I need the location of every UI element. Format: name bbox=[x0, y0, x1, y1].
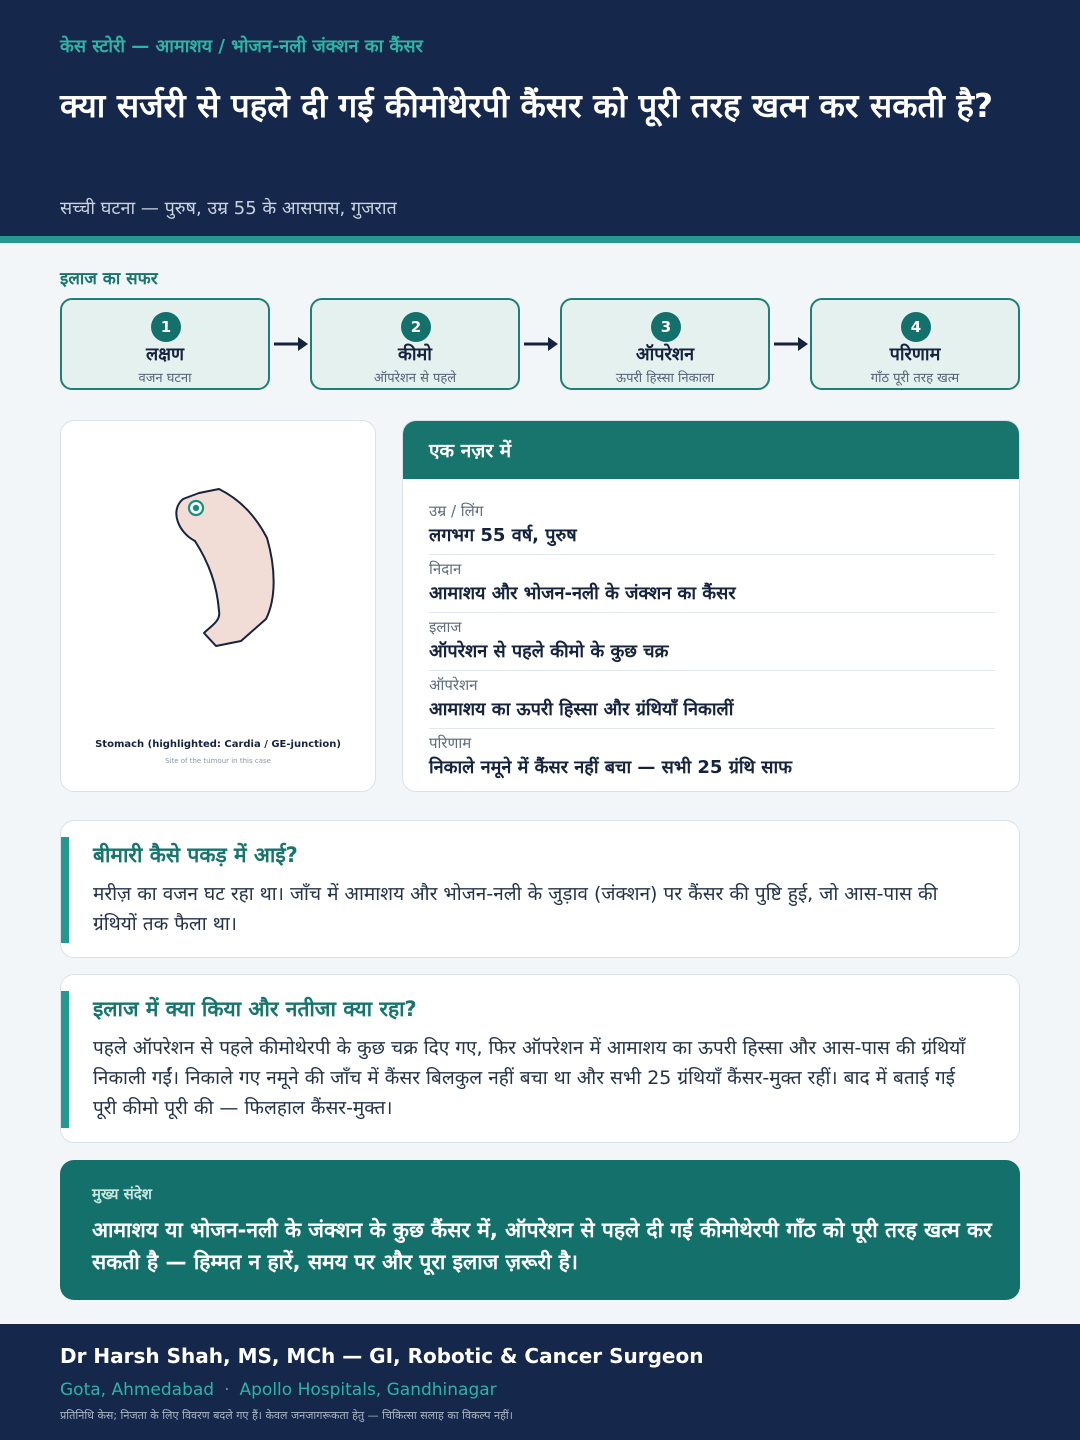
journey-steps bbox=[60, 298, 1020, 390]
page-subtitle: सच्ची घटना — पुरुष, उम्र 55 के आसपास, गुजरात bbox=[60, 198, 397, 219]
story-title: बीमारी कैसे पकड़ में आई? bbox=[93, 843, 298, 867]
step-result bbox=[810, 298, 1020, 390]
step-subtitle: गाँठ पूरी तरह खत्म bbox=[870, 371, 960, 386]
story-text: पहले ऑपरेशन से पहले कीमोथेरपी के कुछ चक्र दिए गए, फिर ऑपरेशन में आमाशय का ऊपरी हिस्सा और आस-पास की ग्रंथियाँ निकाली गईं। निकाले गए नमूने की जाँच में कैंसर बिलकुल नहीं बचा था और सभी 25 ग्रंथियाँ कैंसर-मुक्त रहीं। बाद में बताई गई पूरी कीमो पूरी की — फिलहाल कैंसर-मुक्त। bbox=[93, 1037, 966, 1119]
step-subtitle: ऑपरेशन से पहले bbox=[373, 371, 457, 386]
location-apollo: Apollo Hospitals, Gandhinagar bbox=[239, 1380, 497, 1400]
key-message-box bbox=[60, 1160, 1020, 1300]
message-text: आमाशय या भोजन-नली के जंक्शन के कुछ कैंसर में, ऑपरेशन से पहले दी गई कीमोथेरपी गाँठ को पूरी तरह खत्म कर सकती है — हिम्मत न हारें, समय पर और पूरा इलाज ज़रूरी है। bbox=[92, 1218, 992, 1274]
step-symptom bbox=[60, 298, 270, 390]
step-subtitle: वजन घटना bbox=[138, 371, 192, 386]
story-text: मरीज़ का वजन घट रहा था। जाँच में आमाशय और भोजन-नली के जुड़ाव (जंक्शन) पर कैंसर की पुष्टि हुई, जो आस-पास की ग्रंथियों तक फैला था। bbox=[93, 883, 938, 935]
at-a-glance-card bbox=[402, 420, 1020, 792]
step-title: लक्षण bbox=[145, 344, 185, 365]
story-accent-bar bbox=[61, 991, 69, 1128]
doctor-name: Dr Harsh Shah, MS, MCh — GI, Robotic & Cancer Surgeon bbox=[60, 1344, 704, 1368]
step-number: 2 bbox=[401, 312, 431, 342]
fact-label: इलाज bbox=[429, 618, 462, 636]
arrow-right-icon bbox=[774, 336, 810, 352]
fact-diagnosis bbox=[429, 557, 995, 613]
diagram-caption: Stomach (highlighted: Cardia / GE-junction) bbox=[95, 739, 341, 750]
fact-value: लगभग 55 वर्ष, पुरुष bbox=[429, 525, 577, 546]
fact-value: आमाशय और भोजन-नली के जंक्शन का कैंसर bbox=[429, 583, 736, 604]
message-label: मुख्य संदेश bbox=[92, 1185, 152, 1203]
page-title: क्या सर्जरी से पहले दी गई कीमोथेरपी कैंसर को पूरी तरह खत्म कर सकती है? bbox=[60, 86, 994, 125]
fact-age-sex bbox=[429, 499, 995, 555]
step-number: 1 bbox=[151, 312, 181, 342]
arrow-right-icon bbox=[274, 336, 310, 352]
header-banner bbox=[0, 0, 1080, 236]
fact-label: उम्र / लिंग bbox=[429, 502, 484, 520]
stomach-diagram-card bbox=[60, 420, 376, 792]
step-subtitle: ऊपरी हिस्सा निकाला bbox=[615, 371, 715, 386]
fact-value: आमाशय का ऊपरी हिस्सा और ग्रंथियाँ निकालीं bbox=[429, 699, 734, 720]
fact-treatment bbox=[429, 615, 995, 671]
story-title: इलाज में क्या किया और नतीजा क्या रहा? bbox=[93, 997, 417, 1021]
journey-label: इलाज का सफर bbox=[60, 269, 158, 289]
step-title: कीमो bbox=[398, 344, 432, 365]
story-accent-bar bbox=[61, 837, 69, 943]
diagram-subcaption: Site of the tumour in this case bbox=[165, 757, 271, 765]
footer bbox=[0, 1324, 1080, 1440]
disclaimer: प्रतिनिधि केस; निजता के लिए विवरण बदले गए हैं। केवल जनजागरूकता हेतु — चिकित्सा सलाह का विकल्प नहीं। bbox=[60, 1409, 513, 1422]
arrow-right-icon bbox=[524, 336, 560, 352]
glance-header bbox=[403, 421, 1019, 479]
stomach-illustration bbox=[61, 421, 377, 731]
fact-value: निकाले नमूने में कैंसर नहीं बचा — सभी 25 ग्रंथि साफ bbox=[429, 757, 793, 778]
story-treatment bbox=[60, 974, 1020, 1143]
location-gota: Gota, Ahmedabad bbox=[60, 1380, 215, 1400]
step-number: 4 bbox=[901, 312, 931, 342]
fact-label: परिणाम bbox=[429, 734, 472, 752]
doctor-locations bbox=[60, 1380, 497, 1400]
step-number: 3 bbox=[651, 312, 681, 342]
fact-value: ऑपरेशन से पहले कीमो के कुछ चक्र bbox=[429, 641, 669, 662]
fact-operation bbox=[429, 673, 995, 729]
story-detection bbox=[60, 820, 1020, 958]
step-title: ऑपरेशन bbox=[635, 344, 695, 365]
location-separator: · bbox=[224, 1380, 230, 1400]
step-operation bbox=[560, 298, 770, 390]
glance-title: एक नज़र में bbox=[429, 440, 512, 462]
fact-label: निदान bbox=[429, 560, 462, 578]
step-chemo bbox=[310, 298, 520, 390]
fact-result bbox=[429, 731, 995, 787]
header-accent-bar bbox=[0, 236, 1080, 243]
kicker: केस स्टोरी — आमाशय / भोजन-नली जंक्शन का कैंसर bbox=[60, 36, 423, 57]
step-title: परिणाम bbox=[889, 344, 941, 365]
fact-label: ऑपरेशन bbox=[429, 676, 478, 694]
